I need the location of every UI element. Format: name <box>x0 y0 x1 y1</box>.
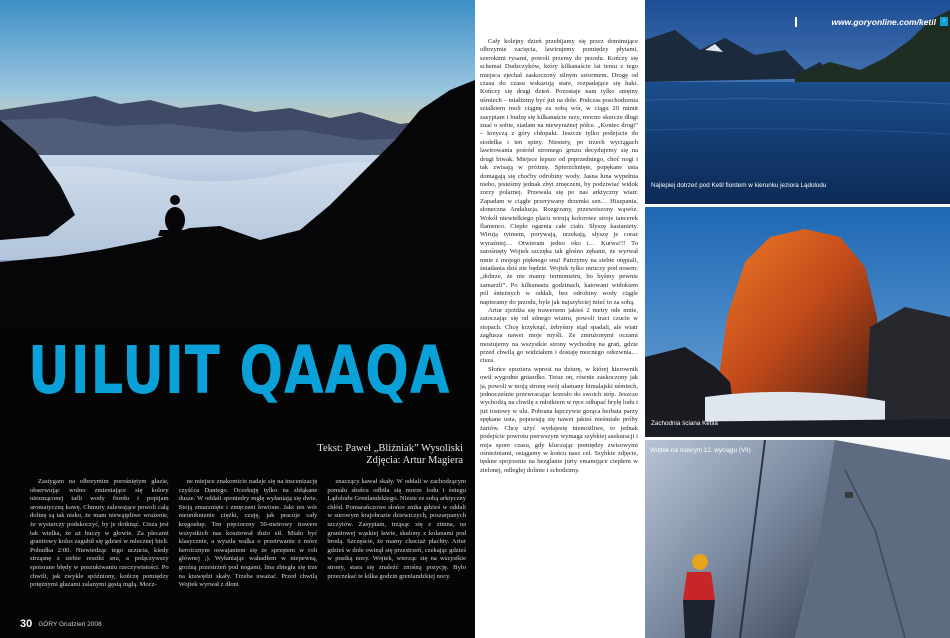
center-paragraph-2: Artur zjeżdża się trawersem jakieś 2 metry ode mnie, zatoczając się od silnego wiatru, powoli traci czucie w stopach. Chcę krzyknąć, żebyśmy stąd spadali, ale wiatr zagłusza nawet moje myśli. Ze zmrużonymi oczami mostujemy na wszystkie strony wychodzę na grań, gdzie przed chwilą go widziałem i dostaję mocnego odezwnia… cisza. <box>480 307 638 365</box>
hero-photo-illustration <box>0 0 475 330</box>
caption-fjord: Najlepiej dotrzeć pod Ketil fiordem w kierunku jeziora Lądolodu <box>651 182 827 189</box>
text-credit: Tekst: Paweł „Bliźniak” Wysoliski <box>317 443 463 454</box>
right-photo-column <box>645 0 950 638</box>
website-url[interactable]: www.goryonline.com/ketil <box>831 17 936 27</box>
url-arrow-icon[interactable]: › <box>940 17 948 26</box>
credits <box>317 443 463 467</box>
center-text-column <box>480 38 638 628</box>
url-marker <box>795 17 797 27</box>
photo-climber <box>645 440 950 638</box>
hero-photo-sunset-climber <box>0 0 475 330</box>
center-paragraph-1: Cały kolejny dzień przebijamy się przez dominujące olbrzymie zacięcia, lawirujemy pomiędzy płytami, szerokimi rysami, powoli przemy do przodu. Kończy się schemat Dudzczyków, który kilkanaście lat temu z tego miejsca zjechał zaskoczony silnym sztormem. Drogę od czasu do czasu wskazują stare, rozpadające się haki. Kończy się drugi dzień. Pozostaje nam tylko smętny uśmiech – miałżemy być już na dole. Podczas poschodzenia sztalkiem moli ciągnę za sobą wór, w ciągu 20 minut zasypiam i budzę się kilkanaście razy, mocno skurcze długi znać o sobie, siadam na niewyrażnej półce. „Koniec drogi” – krzyczą z góry chłopaki. Jeszcze tylko podejście do siodełka i ten spiny. Niestety, po trzech wyciągach lawirowania pośród stromego gruzu decydujemy się na drugi biwak. Miejsce lepsze od poprzedniego, choć nogi i tak zwisają w próżnię. Spierzchnięte, popękane usta domagają się choćby odrobiny wody. Jasna łuna wypełnia niebo, jesteśmy jednak zbyt zmęczeni, by podziwiać widok zorzy polarnej. Przewala się po nas arktyczny wiatr. Zapadam w ciągłe przerywany drzemki sen… Hiszpania, słoneczna Andaluzja. Rozgrzany, przeweiszony wąwóz. Wokół niewielkiego placu wirują kolorowe stroje tancerek flamenco. Ciepło ogarnia całe ciało. Słyszę kastaniety. Wirują rytmem, porywają, urzekają, słyszę je coraz wyraźniej… Otwieram jedno oko i… Kurwa!!! To zarośnięty Wojtek szczęka tak głośno zębami, że wyrwał mnie z mojego pięknego snu! Patrzymy na siebie otępiali, śniadania dziś nie będzie. Wojtek tylko mruczy pod nosem: „dobrze, że nie mamy termometru, bo byśmy pewnie zamarzli”. Po kilkunastu godzinach, katowani widokiem pól śnieżnych w oddali, bez odrobiny wody ciągle napieramy do przodu, byle jak najszybciej mieć to za sobą. <box>480 38 638 306</box>
fjord-illustration <box>645 0 950 204</box>
magazine-issue: GÓRY Grudzień 2008 <box>38 620 102 628</box>
caption-climber: Wojtek na mokrym 12. wyciągu (VII) <box>650 447 751 454</box>
left-column-1: Zastygam na olbrzymim porośniętym głazie, obserwując wolno zmieniające się kolory niezmąconej tafli wody fiordu i popijam aromatyczną kawę. Chmury zalewające powoli całą dolinę są tak nisko, że mam niewątpliwe wrażenie, że wystarczy podskoczyć, by je dotknąć. Cisza jest tak wielka, że aż huczy w głowie. Za plecami granitowy kolos zagubił się gdzieś w mlecznej bieli. Pobudka 2:00. Niewiedząc tego uczucia, kiedy strząsnę z siebie resztki snu, a połączywszy spoisrane błędy w poszukiwaniu rzeczywistości. Po chwili, jak zwykle spóźniony, kończę pomiędzy potężnymi głazami zalanymi gęstą mgłą. Mocz- <box>30 478 169 589</box>
ketil-wall-illustration <box>645 207 950 437</box>
climber-illustration <box>645 440 950 638</box>
left-body-columns <box>30 478 466 608</box>
photo-fjord <box>645 0 950 204</box>
caption-wall: Zachodnia ściana Ketila <box>651 420 718 427</box>
photo-credit: Zdjęcia: Artur Magiera <box>366 455 463 466</box>
photo-ketil-wall <box>645 207 950 437</box>
left-column-3: znaczący kawał skały. W oddali w zachodzącym pomału słońcu odbiła się morze lodu i śniegu Lądolodu Grenlandzkiego. Niesie ze sobą arktyczny chłód. Pomarańczowe słońce znika gdzieś w oddali w surowym krajobrazie dziewiczych, poszarpanych szczytów. Zasypiam, trząsąc się z zimna, na granitowej wąskiej ławie, skulony z kolanami pod brodą. Szczęście, że mamy chociaż płachty. Artur gdzieś w dole owinął się przestrzeń, czekając gdzieś w pustką nocy. Wojtek, wierząc się na wszystkie strony, stara się znaleźć znośną pozycję. Było przeczekać te kilka godzin grenlandzkiej nocy. <box>327 478 467 580</box>
article-title: UILUIT QAAQA <box>28 332 451 409</box>
left-column-2: ne miejsce znakomicie nadaje się na inscenizację czyśćca Dantego. Oczekuję tylko na zbłąkane dusze. W oddali sponiedry mgłę wyłaniają się dwie. Stoją zmarznięte i zmęczeni łowione. Jaki ten wór nieuniknienie ciężki, czuję, jak pracuje cały kręgosłup. Ten pięciorzny 50-metrowy trawers wszystkich nas kosztował dużo sił. Miało być klasycznie, a wyszła walka o przetrwanie z mórz heroicznym oswajaniem się ze sprzętem w roli głównej ;). Wyłaniając wahadłem w niepewną, groźną przestrzeń pod nogami, lina zbiegła się trze na krawędzi skały. Trzeba uważać. Przed chwilą Wojtek wyrwał z dłoni <box>178 478 318 589</box>
url-bar <box>645 0 950 30</box>
page-number: 30 <box>20 618 33 630</box>
page-footer <box>0 610 475 638</box>
center-paragraph-3: Słońce spoziera wprost na dziurę, w której kierownik owił wygodne gniazdko. Teraz on, równie zaskoczony jak ja, powoli w moją stronę swój ułamany himalajski uśmiech, jednocześnie przewracając krzesło do swoich stóp. Jeszcze wychodzą na chwilę z młotkiem w ręce odłupać bryłę lodu i już tostowy w ulu. Pobrana łapczywie gorąca herbata parzy spękane usta, pojawiają się nawet jakieś nieśmiałe próby żartów. Chcę użyć wydajesię niemożliwe, to jednak podejście powrotu pierwszym wymaga szybkiej asekuracji i mija spore czasu, gdy kluczając pomiędzy zwisowymi ośnieżniami, osiągamy w końcu nasz cel. Szybkie zdjęcie, tęskne spojrzenie na bezglanie jurty emanujące ciepłem w zielonej, odległej dolinie i schodzimy. <box>480 365 638 474</box>
